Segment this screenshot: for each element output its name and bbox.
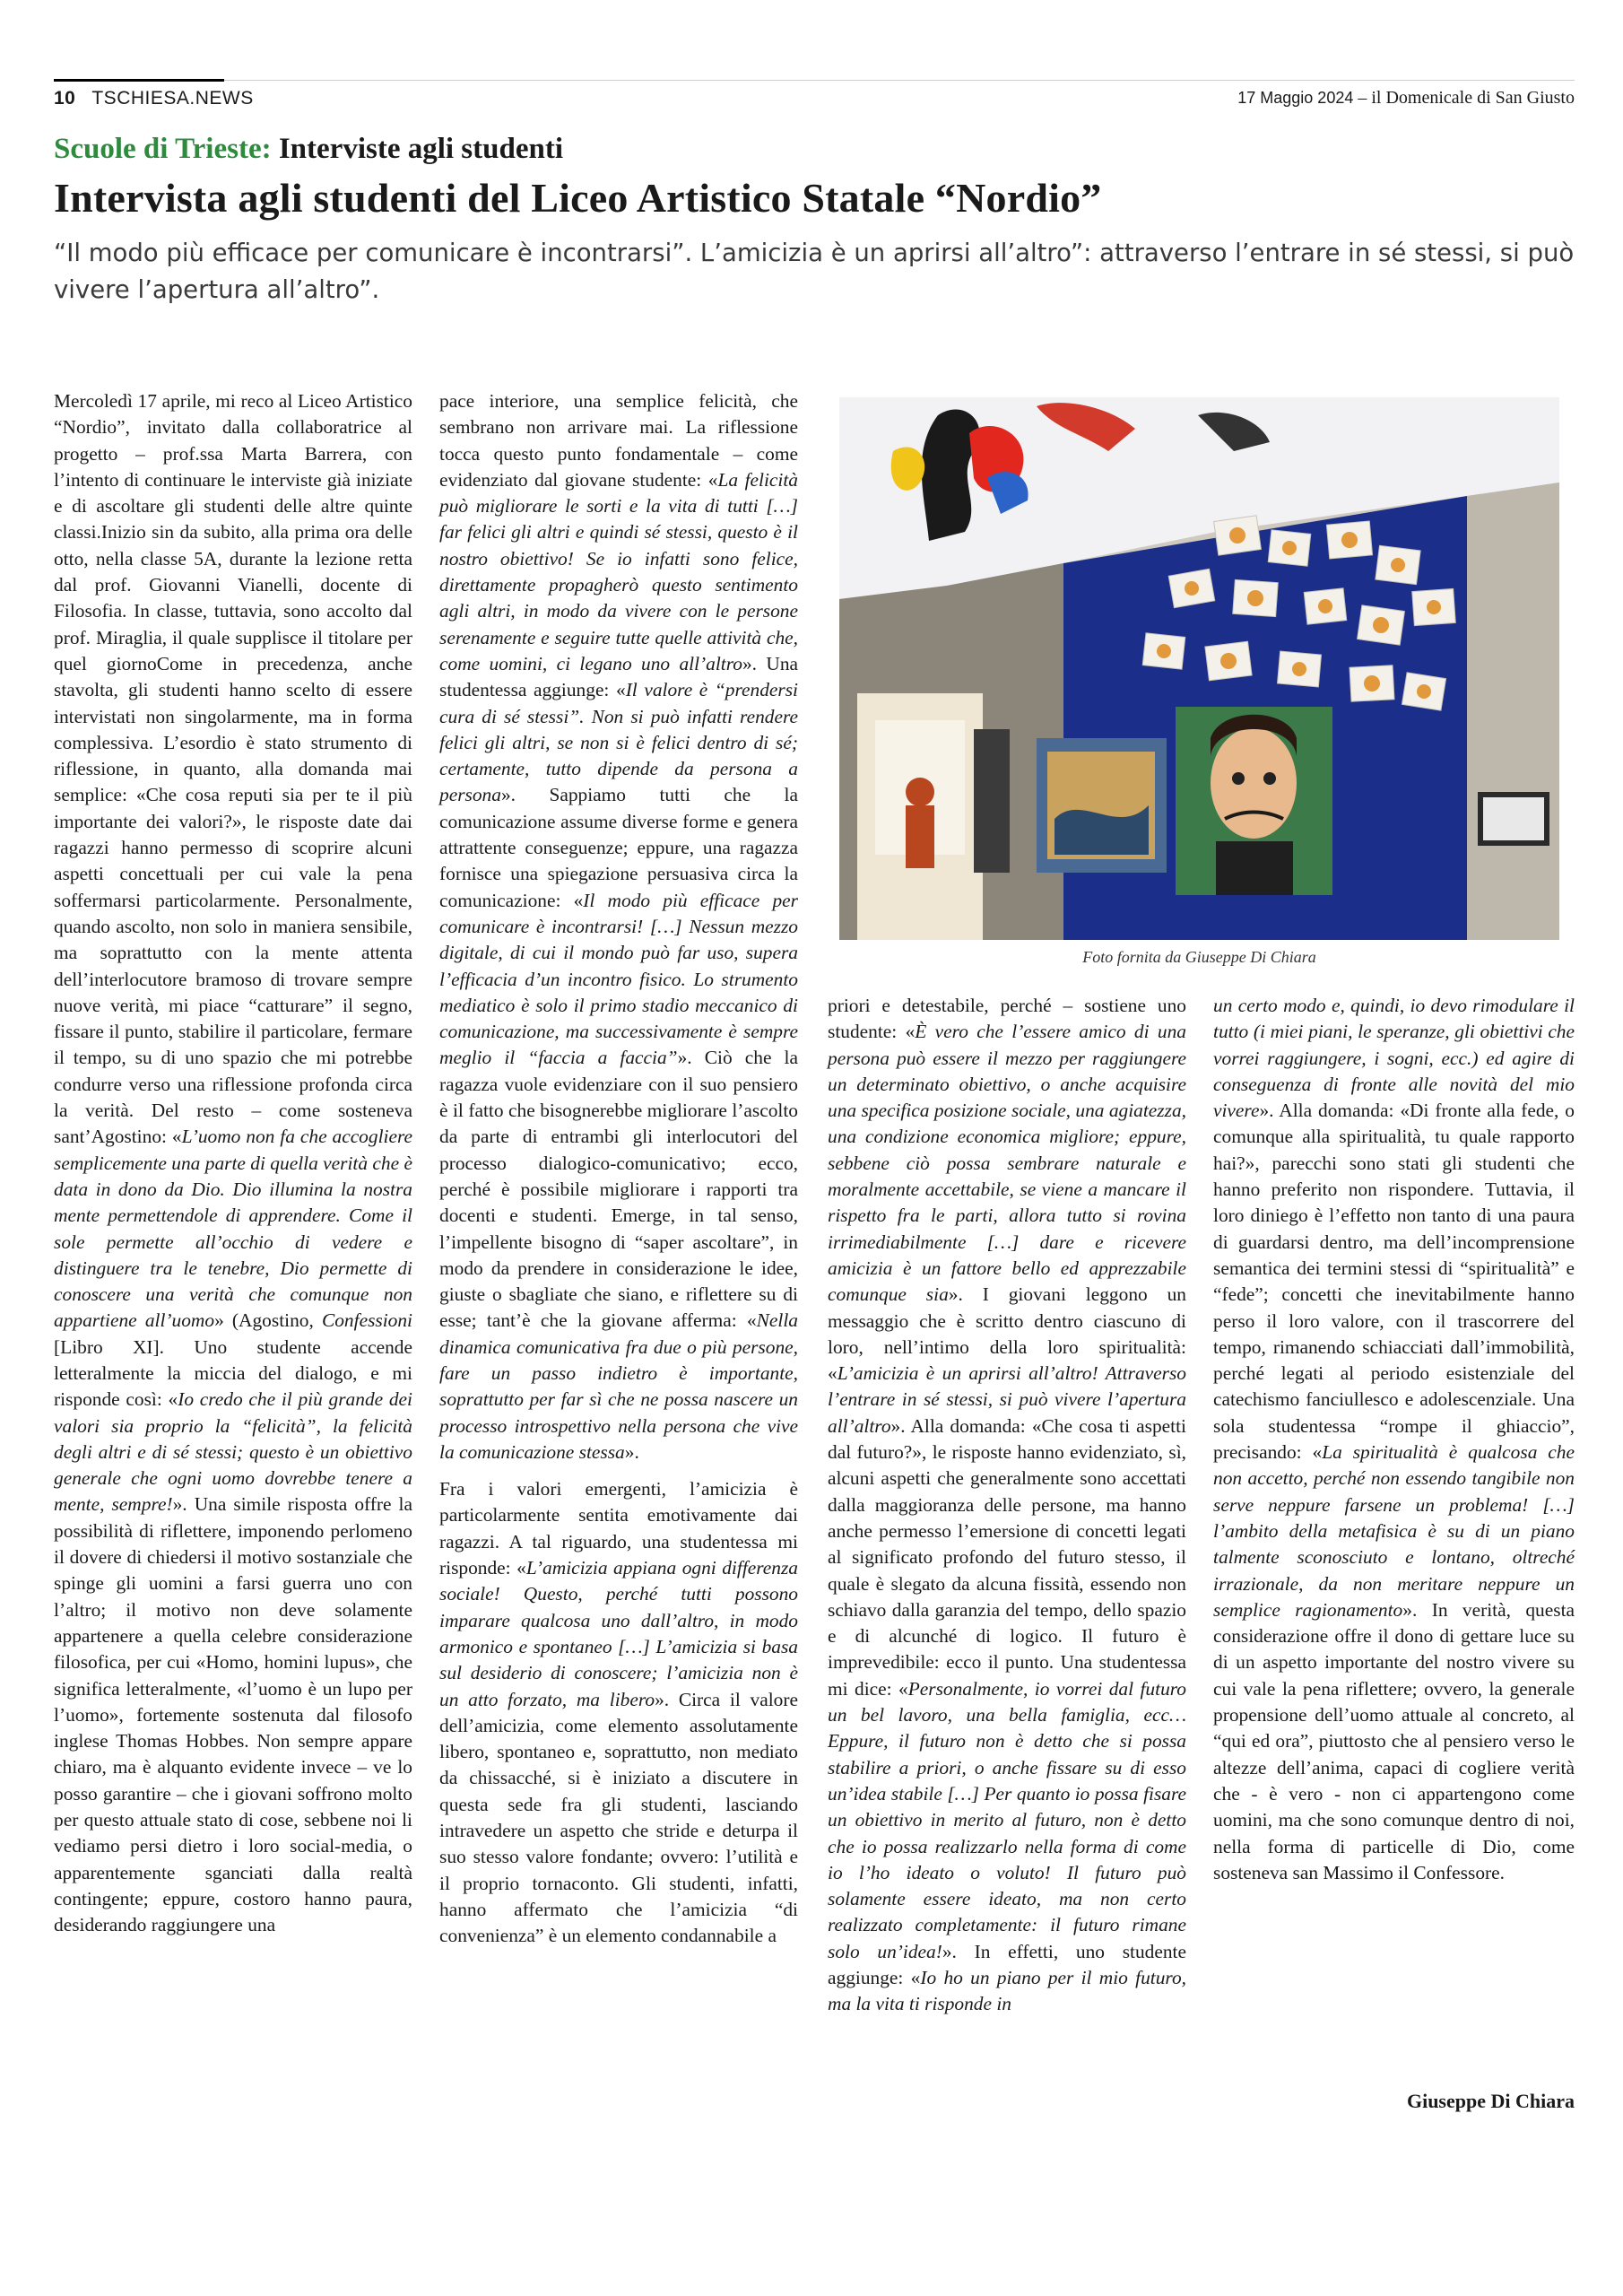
body-text: Mercoledì 17 aprile, mi reco al Liceo Artistico “Nordio”, invitato dalla collaboratrice al progetto – prof.ssa Marta Barrera, con l’intento di continuare le interviste già iniziate e di ascoltare gli studenti delle altre quinte classi.Inizio sin da subito, alla prima ora delle otto, nella classe 5A, durante la lezione retta dal prof. Giovanni Vianelli, docente di Filosofia. In classe, tuttavia, sono accolto dal prof. Miraglia, il quale supplisce il titolare per quel giornoCome in precedenza, anche stavolta, gli studenti hanno scelto di essere intervistati non singolarmente, ma in forma complessiva. L’esordio è stato strumento di riflessione, in quanto, alla domanda mai semplice: «Che cosa reputi sia per te il più importante dei valori?», le risposte date dai ragazzi hanno permesso di scoprire alcuni aspetti concettuali per cui vale la pena soffermarsi particolarmente. Personalmente, quando ascolto, non solo in maniera sensibile, ma soprattutto con la mente attenta dell’interlocutore bramoso di trovare sempre nuove verità, mi piace “catturare” il segno, fissare il punto, stabilire il particolare, fermare il tempo, su di uno spazio che mi potrebbe condurre verso una riflessione profonda circa la verità. Del resto – come sosteneva sant’Agostino: « (54, 390, 412, 1148)
body-text: ». Sappiamo tutti che la comunicazione assume diverse forme e genera attrattente conseguenze; eppure, una ragazza fornisce una spiegazione persuasiva circa la comunicazione: « (439, 784, 798, 911)
quote-text: È vero che l’essere amico di una persona può essere il mezzo per raggiungere un determinato obiettivo, o anche acquisire una specifica posizione sociale, una agiatezza, una condizione economica migliore; eppure, sebbene ciò possa sembrare naturale e moralmente accettabile, se viene a mancare il rispetto fra le parti, allora tutto si rovina irrimediabilmente […] dare e ricevere amicizia è un fattore bello ed apprezzabile comunque sia (828, 1021, 1186, 1306)
body-text: ». Alla domanda: «Che cosa ti aspetti dal futuro?», le risposte hanno evidenziato, sì, alcuni aspetti che generalmente sono accettati dalla maggioranza delle persone, ma hanno anche permesso l’emersione di concetti legati al significato profondo del futuro stesso, il quale è slegato da alcuna fissità, essendo non schiavo dalla garanzia del tempo, dello spazio e di alcunché di logico. Il futuro è imprevedibile: ecco il punto. Una studentessa mi dice: « (828, 1414, 1186, 1700)
quote-text: Io credo che il più grande dei valori sia proprio la “felicità”, la felicità degli altri e di sé stessi; questo è un obiettivo generale che ogni uomo dovrebbe tenere a mente, sempre! (54, 1388, 412, 1516)
body-column-3 (828, 993, 1186, 2018)
quote-text: La felicità può migliorare le sorti e la vita di tutti […] far felici gli altri e quindi sé stessi, questo è il nostro obiettivo! Se io infatti sono felice, direttamente propagherò questo sentimento agli altri, in modo da vivere con le persone serenamente e seguire tutte quelle attività che, come uomini, ci legano uno all’altro (439, 468, 799, 674)
body-text: ». I giovani leggono un messaggio che è scritto dentro ciascuno di loro, nell’intimo della loro spiritualità: « (828, 1283, 1186, 1385)
body-text: ». (624, 1440, 639, 1463)
header-rule (54, 79, 224, 82)
page-number: 10 (54, 88, 76, 109)
quote-text: L’amicizia appiana ogni differenza sociale! Questo, perché tutti possono imparare qualcosa uno dall’altro, in modo armonico e spontaneo […] L’amicizia si basa sul desiderio di conoscere; l’amicizia non è un atto forzato, ma libero (439, 1557, 798, 1710)
quote-text: Personalmente, io vorrei dal futuro un bel lavoro, una bella famiglia, ecc… Eppure, il futuro non è detto che si possa stabilire a priori, o anche fissare su di esso un’idea stabile […] Per quanto io possa fisare un obiettivo in merito al futuro, non è detto che io possa realizzarlo nella forma di come io l’ho ideato o voluto! Il futuro può solamente essere ideato, ma non certo realizzato completamente: il futuro rimane solo un’idea! (828, 1677, 1186, 1962)
quote-text: L’amicizia è un aprirsi all’altro! Attraverso l’entrare in sé stessi, si può vivere l’apertura all’altro (828, 1362, 1186, 1437)
body-text: Fra i valori emergenti, l’amicizia è particolarmente sentita emotivamente dai ragazzi. A tal riguardo, una studentessa mi risponde: « (439, 1478, 798, 1579)
body-text: ». Una studentessa aggiunge: « (439, 652, 799, 701)
quote-text: Io ho un piano per il mio futuro, ma la vita ti risponde in (828, 1966, 1186, 2015)
body-column-2 (439, 388, 798, 1950)
header-right (1237, 88, 1575, 109)
body-text: [Libro XI]. Uno studente accende letteralmente la miccia del dialogo, e mi risponde così: « (54, 1335, 412, 1411)
body-text: priori e detestabile, perché – sostiene uno studente: « (828, 995, 1186, 1043)
body-text: ». In verità, questa considerazione offre il dono di gettare luce su di un aspetto importante del nostro vivere su cui vale la pena riflettere; ovvero, la generale propensione dell’uomo attuale al concreto, al “qui ed ora”, piuttosto che al pensiero verso le altezze dell’anima, capaci di cogliere verità che - è vero - non ci appartengono come uomini, ma che sono comunque dentro di noi, nella forma di particelle di Dio, come sosteneva san Massimo il Confessore. (1213, 1598, 1575, 1883)
author-signature: Giuseppe Di Chiara (1406, 2090, 1575, 2112)
body-column-1 (54, 388, 412, 1939)
paragraph (1213, 993, 1575, 1886)
page-header (54, 79, 1575, 115)
body-text: » (Agostino, (214, 1309, 322, 1332)
paragraph (439, 1476, 798, 1949)
header-separator: – (1353, 88, 1372, 108)
body-text: ». Circa il valore dell’amicizia, come elemento assolutamente libero, spontaneo e, soprattutto, non mediato da chissacché, si è iniziato a discutere in questa sede fra gli studenti, lasciando intravedere un aspetto che stride e deturpa il suo stesso valore fondante; ovvero: l’utilità e il proprio tornaconto. Gli studenti, infatti, hanno affermato che l’amicizia “di convenienza” è un elemento condannabile a (439, 1688, 798, 1947)
quote-text: Confessioni (321, 1309, 412, 1332)
quote-text: Nella dinamica comunicativa fra due o più persone, fare un passo indietro è importante, soprattutto per far sì che ne possa nascere un processo introspettivo nella persona che vive la comunicazione stessa (439, 1309, 798, 1463)
article-subtitle: “Il modo più efficace per comunicare è incontrarsi”. L’amicizia è un aprirsi all’altro”: attraverso l’entrare in sé stessi, si può vivere l’apertura all’altro”. (54, 239, 1575, 304)
body-text: ». In effetti, uno studente aggiunge: « (828, 1940, 1186, 1988)
site-name: TSCHIESA.NEWS (91, 88, 254, 109)
article-title: Intervista agli studenti del Liceo Artistico Statale “Nordio” (54, 175, 1102, 221)
quote-text: L’uomo non fa che accogliere semplicemente una parte di quella verità che è data in dono da Dio. Dio illumina la nostra mente permettendole di apprendere. Come il sole permette all’occhio di vedere e distinguere tra le tenebre, Dio permette di conoscere una verità che comunque non appartiene all’uomo (54, 1126, 412, 1332)
article-photo (839, 397, 1559, 940)
quote-text: un certo modo e, quindi, io devo rimodulare il tutto (i miei piani, le speranze, gli obiettivi che vorrei raggiungere, i sogni, ecc.) ed agire di conseguenza di fronte alle novità del mio vivere (1213, 995, 1575, 1122)
section-topic: Interviste agli studenti (271, 133, 564, 165)
quote-text: Il valore è “prendersi cura di sé stessi”. Non si può infatti rendere felici gli altri, se non si è felici dentro di sé; certamente, tutto dipende da persona a persona (439, 679, 798, 806)
body-text: pace interiore, una semplice felicità, che sembrano non arrivare mai. La riflessione tocca questo punto fondamentale – come evidenziato dal giovane studente: « (439, 390, 798, 491)
body-text: ». Alla domanda: «Di fronte alla fede, o comunque alla spiritualità, tu quale rapporto hai?», parecchi sono stati gli studenti che hanno preferito non rispondere. Tuttavia, il loro diniego è l’effetto non tanto di una paura di guardarsi dentro, ma dell’incomprensione semantica dei termini stessi di “spiritualità” e “fede”; concetti che inevitabilmente hanno perso il loro valore, con il trascorrere del tempo, rimanendo schiacciati dall’immobilità, perché legati al periodo esistenziale del catechismo fanciullesco e adolescenziale. Una sola studentessa “rompe il ghiaccio”, precisando: « (1213, 1100, 1575, 1464)
quote-text: Il modo più efficace per comunicare è incontrarsi! […] Nessun mezzo digitale, di cui il mondo può far uso, supera l’efficacia d’un incontro fisico. Lo strumento mediatico è solo il primo stadio meccanico di comunicazione, ma successivamente è sempre meglio il “faccia a faccia” (439, 889, 798, 1069)
header-left (54, 88, 254, 109)
paragraph (54, 388, 412, 1939)
school-hallway-photo (839, 397, 1559, 940)
photo-caption: Foto fornita da Giuseppe Di Chiara (1082, 948, 1316, 966)
quote-text: La spiritualità è qualcosa che non accetto, perché non essendo tangibile non serve neppure farsene un problema! […] l’ambito della metafisica è su di un piano talmente sconosciuto e lontano, oltreché irrazionale, da non meritare neppure un semplice ragionamento (1213, 1441, 1575, 1621)
issue-date: 17 Maggio 2024 (1237, 89, 1354, 107)
body-text: ». Una simile risposta offre la possibilità di riflettere, imponendo perlomeno il dovere di chiedersi il motivo sostanziale che spinge gli uomini a farsi guerra uno con l’altro; il motivo non deve solamente appartenere a quella celebre considerazione filosofica, per cui «Homo, homini lupus», che significa letteralmente, «l’uomo è un lupo per l’uomo», fortemente sostenuta dal filosofo inglese Thomas Hobbes. Non sempre appare chiaro, ma è alquanto evidente invece – ve lo posso garantire – che i giovani soffrono molto per questo attuale stato di cose, sebbene noi li vediamo persi dietro i loro social-media, o apparentemente sganciati dalla realtà contingente; eppure, costoro hanno paura, desiderando raggiungere una (54, 1493, 412, 1936)
section-kicker (54, 133, 563, 166)
paragraph (439, 388, 798, 1465)
publication-name: il Domenicale di San Giusto (1371, 88, 1575, 108)
body-column-4 (1213, 993, 1575, 1886)
header-hairline (224, 80, 1575, 81)
body-text: ». Ciò che la ragazza vuole evidenziare con il suo pensiero è il fatto che bisognerebbe migliorare l’ascolto da parte di entrambi gli interlocutori del processo dialogico-comunicativo; ecco, perché è possibile migliorare i rapporti tra docenti e studenti. Emerge, in tal senso, l’impellente bisogno di “saper ascoltare”, in modo da prendere in considerazione le idee, giuste o sbagliate che siano, e riflettere su di esse; tant’è che la giovane afferma: « (439, 1047, 798, 1332)
section-name: Scuole di Trieste: (54, 133, 272, 165)
paragraph (828, 993, 1186, 2018)
